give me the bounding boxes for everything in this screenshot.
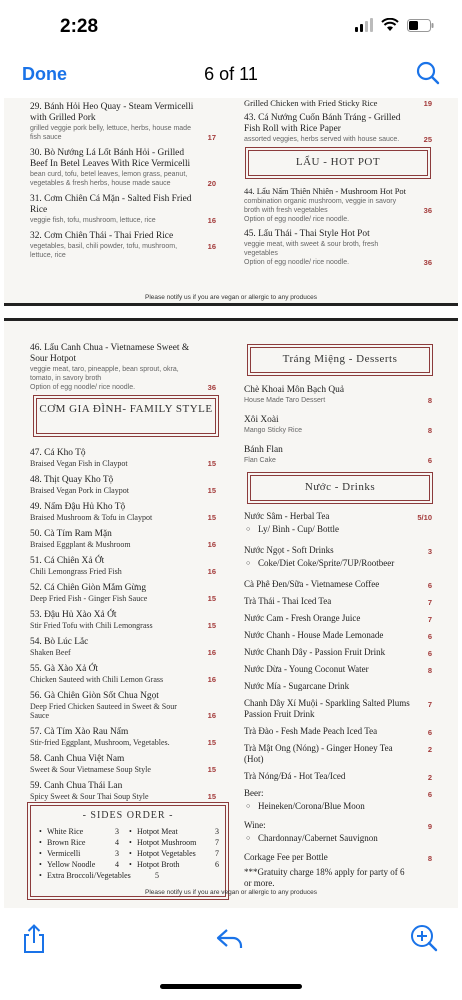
drink-options: ○ Coke/Diet Coke/Sprite/7UP/Rootbeer xyxy=(244,558,436,569)
menu-item xyxy=(244,445,436,465)
drink-item xyxy=(244,545,436,556)
drink-title: Nước Sâm - Herbal Tea xyxy=(244,511,330,521)
item-price: 16 xyxy=(207,540,216,549)
item-price: 16 xyxy=(207,711,216,720)
item-title: 55. Gà Xào Xả Ớt xyxy=(30,664,98,674)
item-price: 8 xyxy=(427,854,432,863)
family-style-section-header: CƠM GIA ĐÌNH- FAMILY STYLE xyxy=(36,398,216,434)
item-subtitle: Stir-fried Eggplant, Mushroom, Vegetables. xyxy=(30,738,170,747)
item-title: Xôi Xoài xyxy=(244,415,279,425)
item-price: 15 xyxy=(207,486,216,495)
item-title: Chè Khoai Môn Bạch Quả xyxy=(244,385,344,395)
drink-title: Nước Ngọt - Soft Drinks xyxy=(244,545,334,555)
item-subtitle: Deep Fried Chicken Sauteed in Sweet & Sour Sauce xyxy=(30,702,177,720)
search-icon[interactable] xyxy=(416,61,440,85)
menu-item: 31. Cơm Chiên Cá Mặn - Salted Fish Fried Rice veggie fish, tofu, mushroom, lettuce, rice 16 xyxy=(30,194,216,225)
wine-options: ○ Chardonnay/Cabernet Sauvignon xyxy=(244,833,436,844)
drink-options: ○ Ly/ Bình - Cup/ Bottle xyxy=(244,524,436,535)
drink-item xyxy=(244,726,436,737)
item-price: 6 xyxy=(427,456,432,465)
menu-item xyxy=(30,448,220,468)
drink-item xyxy=(244,613,436,624)
sides-left-column xyxy=(39,826,119,870)
item-price: 5/10 xyxy=(417,513,432,522)
menu-item: 46. Lẩu Canh Chua - Vietnamese Sweet & Sour Hotpot veggie meat, taro, pineapple, bean sprout, okra, tomato, in savory broth Option of egg noodle/ rice noodle. 36 xyxy=(30,343,216,392)
item-price: 15 xyxy=(207,738,216,747)
menu-item: 32. Cơm Chiên Thái - Thai Fried Rice vegetables, basil, chili powder, tofu, mushroom, lettuce, rice 16 xyxy=(30,231,216,259)
drink-title: Cà Phê Đen/Sữa - Vietnamese Coffee xyxy=(244,579,380,589)
drinks-section-header: Nước - Drinks xyxy=(250,475,430,501)
drink-item xyxy=(244,681,436,692)
menu-item xyxy=(30,502,220,522)
reply-icon[interactable] xyxy=(216,928,244,950)
item-subtitle: Mango Sticky Rice xyxy=(244,427,302,434)
page1-left-column xyxy=(30,102,220,264)
drink-title: Nước Cam - Fresh Orange Juice xyxy=(244,613,361,623)
share-icon[interactable] xyxy=(22,924,46,954)
side-item: • Hotpot Vegetables 7 xyxy=(129,848,219,859)
item-title: 57. Cà Tím Xào Rau Nấm xyxy=(30,727,129,737)
item-title: 59. Canh Chua Thái Lan xyxy=(30,781,123,791)
item-price: 15 xyxy=(207,621,216,630)
item-title: 47. Cá Kho Tộ xyxy=(30,448,86,458)
item-title: 49. Nấm Đậu Hủ Kho Tộ xyxy=(30,502,126,512)
drink-list xyxy=(244,511,436,782)
sides-extra xyxy=(39,870,159,881)
menu-item xyxy=(30,691,220,720)
corkage-row: Corkage Fee per Bottle 8 xyxy=(244,852,432,863)
item-price: 36 xyxy=(423,206,432,215)
side-item: • Vermicelli 3 xyxy=(39,848,119,859)
item-price: 6 xyxy=(427,790,432,799)
menu-item: 30. Bò Nướng Lá Lốt Bánh Hỏi - Grilled Beef In Betel Leaves With Rice Vermicelli bean curd, tofu, betel leaves, lemon grass, peanut, vegetables & fresh herbs, house made sauce 20 xyxy=(30,148,216,188)
drink-item xyxy=(244,698,436,720)
menu-item xyxy=(244,415,436,435)
item-title: 56. Gà Chiên Giòn Sốt Chua Ngọt xyxy=(30,691,159,701)
item-subtitle: Braised Vegan Pork in Claypot xyxy=(30,486,129,495)
item-title: 53. Đậu Hủ Xào Xả Ớt xyxy=(30,610,117,620)
item-subtitle: Chili Lemongrass Fried Fish xyxy=(30,567,122,576)
drink-title: Trà Đào - Fesh Made Peach Iced Tea xyxy=(244,726,378,736)
item-subtitle: Braised Eggplant & Mushroom xyxy=(30,540,131,549)
item-price: 15 xyxy=(207,792,216,801)
item-subtitle: Deep Fried Fish - Ginger Fish Sauce xyxy=(30,594,148,603)
side-item: • Hotpot Meat 3 xyxy=(129,826,219,837)
drink-title: Trà Mật Ong (Nóng) - Ginger Honey Tea (Hot) xyxy=(244,743,393,764)
page2-left-column xyxy=(30,343,220,808)
item-price: 17 xyxy=(207,133,216,142)
drink-item xyxy=(244,647,436,658)
menu-item: 45. Lẩu Thái - Thai Style Hot Pot veggie meat, with sweet & sour broth, fresh vegetables Option of egg noodle/ rice noodle. 36 xyxy=(244,229,432,267)
sides-order-box xyxy=(30,805,226,897)
item-price: 36 xyxy=(423,258,432,267)
side-item: • Brown Rice 4 xyxy=(39,837,119,848)
side-item: • Hotpot Mushroom 7 xyxy=(129,837,219,848)
menu-item xyxy=(30,754,220,774)
page2-right-column xyxy=(244,347,436,895)
nav-bar xyxy=(0,52,462,98)
item-price: 7 xyxy=(427,700,432,709)
item-price: 8 xyxy=(427,426,432,435)
drink-item xyxy=(244,596,436,607)
sides-order-title: - SIDES ORDER - xyxy=(82,810,174,821)
item-price: 2 xyxy=(427,773,432,782)
cellular-signal-icon xyxy=(355,18,373,32)
menu-item: Grilled Chicken with Fried Sticky Rice 19 xyxy=(244,98,432,108)
item-title: 54. Bò Lúc Lắc xyxy=(30,637,89,647)
item-price: 16 xyxy=(207,216,216,225)
menu-item: 29. Bánh Hỏi Heo Quay - Steam Vermicelli with Grilled Pork grilled veggie pork belly, lettuce, herbs, house made fish sauce 17 xyxy=(30,102,216,142)
zoom-in-icon[interactable] xyxy=(410,924,438,952)
page-counter: 6 of 11 xyxy=(204,64,258,84)
menu-item: 43. Cá Nướng Cuốn Bánh Tráng - Grilled Fish Roll with Rice Paper assorted veggies, herbs served with house sauce. 25 xyxy=(244,113,432,144)
allergy-note: Please notify us if you are vegan or allergic to any produces xyxy=(145,889,317,896)
drink-title: Nước Dừa - Young Coconut Water xyxy=(244,664,369,674)
menu-item xyxy=(30,556,220,576)
menu-item xyxy=(30,583,220,603)
item-price: 16 xyxy=(207,675,216,684)
drink-item xyxy=(244,664,436,675)
item-price: 16 xyxy=(207,242,216,251)
item-price: 15 xyxy=(207,459,216,468)
drink-title: Nước Chanh - House Made Lemonade xyxy=(244,630,384,640)
item-price: 6 xyxy=(427,649,432,658)
home-indicator[interactable] xyxy=(160,984,302,989)
menu-item xyxy=(30,781,220,801)
drink-title: Trà Nóng/Đá - Hot Tea/Iced xyxy=(244,771,346,781)
item-subtitle: Stir Fried Tofu with Chili Lemongrass xyxy=(30,621,153,630)
item-subtitle: Braised Mushroom & Tofu in Claypot xyxy=(30,513,153,522)
drink-item xyxy=(244,743,436,765)
item-subtitle: Braised Vegan Fish in Claypot xyxy=(30,459,128,468)
sides-right-column xyxy=(129,826,219,870)
drink-title: Trà Thái - Thai Iced Tea xyxy=(244,596,332,606)
item-price: 3 xyxy=(427,547,432,556)
done-button[interactable]: Done xyxy=(22,64,67,84)
item-price: 8 xyxy=(427,666,432,675)
item-price: 7 xyxy=(427,598,432,607)
drink-item xyxy=(244,771,436,782)
gratuity-note: ***Gratuity charge 18% apply for party of 6 or more. xyxy=(244,867,405,888)
desserts-section-header: Tráng Miệng - Desserts xyxy=(250,347,430,373)
side-item: • Yellow Noodle 4 xyxy=(39,859,119,870)
item-price: 20 xyxy=(207,179,216,188)
side-item: • Hotpot Broth 6 xyxy=(129,859,219,870)
hotpot-section-header: LẨU - HOT POT xyxy=(248,150,428,176)
item-price: 6 xyxy=(427,728,432,737)
drink-item xyxy=(244,579,436,590)
item-price: 2 xyxy=(427,745,432,754)
menu-page-6 xyxy=(4,318,458,908)
item-price: 6 xyxy=(427,581,432,590)
menu-item xyxy=(30,529,220,549)
item-title: 52. Cá Chiên Giòn Mắm Gừng xyxy=(30,583,147,593)
item-price: 15 xyxy=(207,594,216,603)
allergy-note: Please notify us if you are vegan or allergic to any produces xyxy=(145,294,317,301)
menu-item xyxy=(244,385,436,405)
menu-item xyxy=(30,475,220,495)
battery-icon xyxy=(407,19,434,32)
item-title: Bánh Flan xyxy=(244,445,283,455)
item-title: 50. Cà Tím Ram Mặn xyxy=(30,529,112,539)
menu-item: 44. Lẩu Nấm Thiên Nhiên - Mushroom Hot Pot combination organic mushroom, veggie in savory broth with fresh vegetables Option of egg noodle/ rice noodle. 36 xyxy=(244,186,432,223)
side-item: • White Rice 3 xyxy=(39,826,119,837)
item-price: 19 xyxy=(423,99,432,108)
status-icons xyxy=(355,18,434,32)
item-subtitle: Chicken Sauteed with Chili Lemon Grass xyxy=(30,675,164,684)
item-subtitle: Shaken Beef xyxy=(30,648,71,657)
menu-item xyxy=(30,610,220,630)
item-price: 15 xyxy=(207,765,216,774)
wifi-icon xyxy=(381,18,399,32)
item-subtitle: Sweet & Sour Vietnamese Soup Style xyxy=(30,765,151,774)
menu-item xyxy=(30,664,220,684)
family-style-list xyxy=(30,448,220,801)
drink-item xyxy=(244,630,436,641)
item-title: 58. Canh Chua Việt Nam xyxy=(30,754,125,764)
item-price: 7 xyxy=(427,615,432,624)
wine-row: Wine: 9 xyxy=(244,820,432,831)
item-subtitle: House Made Taro Dessert xyxy=(244,397,326,404)
item-title: 48. Thịt Quay Kho Tộ xyxy=(30,475,114,485)
menu-page-5 xyxy=(4,98,458,306)
beer-options: ○ Heineken/Corona/Blue Moon xyxy=(244,801,436,812)
item-price: 36 xyxy=(207,383,216,392)
item-price: 16 xyxy=(207,648,216,657)
menu-item xyxy=(30,727,220,747)
item-price: 9 xyxy=(427,822,432,831)
item-title: 51. Cá Chiên Xả Ớt xyxy=(30,556,105,566)
drink-title: Nước Mía - Sugarcane Drink xyxy=(244,681,350,691)
item-price: 15 xyxy=(207,513,216,522)
item-subtitle: Flan Cake xyxy=(244,457,276,464)
item-price: 25 xyxy=(423,135,432,144)
drink-title: Chanh Dây Xí Muội - Sparkling Salted Plums Passion Fruit Drink xyxy=(244,698,410,719)
item-price: 6 xyxy=(427,632,432,641)
dessert-list xyxy=(244,385,436,465)
page1-right-column xyxy=(244,98,436,271)
status-bar xyxy=(0,0,462,52)
beer-row: Beer: 6 xyxy=(244,788,432,799)
drink-title: Nước Chanh Dây - Passion Fruit Drink xyxy=(244,647,386,657)
drink-item xyxy=(244,511,436,522)
item-price: 16 xyxy=(207,567,216,576)
item-price: 8 xyxy=(427,396,432,405)
bottom-toolbar xyxy=(0,914,462,966)
side-item: • Extra Broccoli/Vegetables 5 xyxy=(39,870,159,881)
status-time: 2:28 xyxy=(60,16,99,37)
menu-item xyxy=(30,637,220,657)
item-subtitle: Spicy Sweet & Sour Thai Soup Style xyxy=(30,792,149,801)
